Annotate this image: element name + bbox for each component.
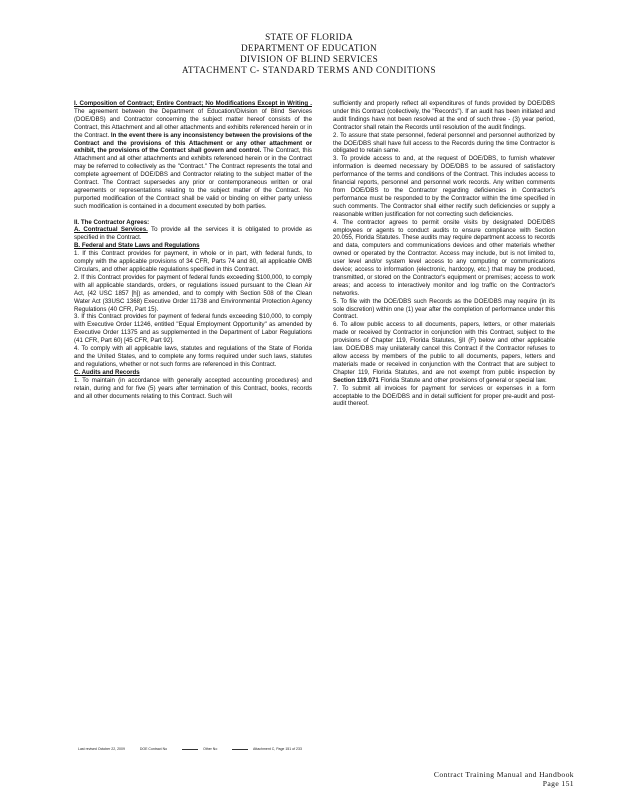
subsection-a-text: To provide all the services it is obligated to provide as specified in the Contract. — [74, 226, 312, 242]
section-2-heading: II. The Contractor Agrees: — [74, 218, 150, 226]
right-column — [333, 100, 555, 408]
subsection-b-item-4: 4. To comply with all applicable laws, statutes and regulations of the State of Florida and the United States, and to complete any forms required under such laws, statutes and regulations, whether or not such forms are referenced in this Contract. — [74, 345, 312, 368]
footer-attachment-page: Attachment C, Page 151 of 233 — [253, 747, 302, 751]
subsection-c-item-4: 4. The contractor agrees to permit onsite visits by designated DOE/DBS employees or agents to conduct audits to ensure compliance with Section 20.055, Florida Statutes. These audits may require department access to records and data, computers and communications devices and other materials whether owned or operated by the Contractor. Access may include, but is not limited to, user level and/or system level access to any computing or communications device; access to information (electronic, hardcopy, etc.) that may be produced, transmitted, or stored on the Contractor's equipment or premises; access to work areas; and access to interactively monitor and log traffic on the Contractor's networks. — [333, 218, 555, 297]
subsection-b-heading: B. Federal and State Laws and Regulations — [74, 242, 200, 250]
subsection-c-item-7: 7. To submit all invoices for payment for services or expenses in a form acceptable to the DOE/DBS and in detail sufficient for proper pre-audit and post-audit thereof. — [333, 384, 555, 408]
footer-contract-no: DOE Contract No — [139, 747, 168, 751]
other-number-blank — [232, 749, 248, 750]
section-1-text: The agreement between the Department of Education/Division of Blind Services (DOE/DBS) and Contractor concerning the subject matter hereof consists of the Contract, this Attachment and all other attachments and exhibits referenced herein or in the Contract. — [74, 107, 312, 139]
header-division: DIVISION OF BLIND SERVICES — [240, 54, 378, 64]
footer-revised-date: Last revised October 22, 2009 — [78, 747, 125, 751]
header-attachment-title: ATTACHMENT C- STANDARD TERMS AND CONDITIONS — [182, 65, 436, 75]
section-1-heading: I. Composition of Contract; Entire Contract; No Modifications Except in Writing . — [74, 100, 312, 107]
statute-reference: Section 119.071 — [333, 376, 379, 384]
subsection-c-item-5: 5. To file with the DOE/DBS such Records as the DOE/DBS may require (in its sole discretion) within one (1) year after the completion of performance under this Contract. — [333, 297, 555, 321]
section-1-paragraph — [74, 100, 312, 211]
section-1-inconsistency: In the event there is any inconsistency between the provisions of the Contract and the provisions of this Attachment or any other attachment or exhibit, the provisions of the Contract shall govern and control. — [74, 131, 312, 155]
contract-number-blank — [182, 749, 198, 750]
footer-other-no: Other No — [203, 747, 218, 751]
left-column — [74, 100, 312, 400]
subsection-c-item-2: 2. To assure that state personnel, federal personnel and personnel authorized by the DOE/DBS shall have full access to the Records during the time Contractor is obligated to retain same. — [333, 131, 555, 155]
subsection-c-item-6-text: 6. To allow public access to all documents, papers, letters, or other materials made or received by Contractor in conjunction with this Contract, subject to the provisions of Chapter 119, Florida Statutes, §II (F) below and other applicable law. DOE/DBS may unilaterally cancel this Contract if the Contractor refuses to allow access by members of the public to all documents, papers, letters and materials made or received in conjunction with the Contract that are subject to Chapter 119, Florida Statutes, and are not exempt from public inspection by — [333, 321, 555, 376]
page-footer-line — [78, 747, 548, 752]
subsection-a-heading: A. Contractual Services. — [74, 226, 148, 234]
subsection-c-item-6 — [333, 321, 555, 384]
handbook-footer — [404, 770, 574, 788]
page-number: Page 151 — [542, 779, 574, 788]
handbook-title: Contract Training Manual and Handbook — [433, 770, 574, 779]
subsection-c-item-1-continued: sufficiently and properly reflect all expenditures of funds provided by DOE/DBS under this Contract (collectively, the "Records"). If an audit has been initiated and audit findings have not been resolved at the end of such three - (3) year period, Contractor shall retain the Records until resolution of the audit findings. — [333, 100, 555, 131]
subsection-b-item-3: 3. If this Contract provides for payment of federal funds exceeding $10,000, to comply with Executive Order 11246, entitled "Equal Employment Opportunity" as amended by Executive Order 11375 and as supplemented in the Department of Labor Regulations (41 CFR, Part 60) [45 CFR, Part 92]. — [74, 313, 312, 345]
subsection-b-item-1: 1. If this Contract provides for payment, in whole or in part, with federal funds, to comply with the applicable provisions of 34 CFR, Parts 74 and 80, all applicable OMB Circulars, and other applicable regulations specified in this Contract. — [74, 250, 312, 274]
header-department: DEPARTMENT OF EDUCATION — [240, 43, 377, 53]
subsection-c-heading: C. Audits and Records — [74, 368, 140, 376]
subsection-a — [74, 226, 312, 242]
header-state: STATE OF FLORIDA — [265, 32, 353, 42]
subsection-c-item-1: 1. To maintain (in accordance with generally accepted accounting procedures) and retain, during and for five (5) years after termination of this Contract, books, records and all other documents relating to this Contract. Such will — [74, 376, 312, 400]
subsection-c-item-6-text-2: Florida Statute and other provisions of general or special law. — [380, 376, 547, 384]
subsection-c-item-3: 3. To provide access to and, at the request of DOE/DBS, to furnish whatever information is deemed necessary by DOE/DBS to be assured of satisfactory performance of the terms and conditions of the Contract. This includes access to financial reports, personnel and personnel work records. Any written comments from DOE/DBS to the Contractor regarding deficiencies in Contractor's performance must be responded to by the Contractor within the time specified in such comments. The Contractor shall either rectify such deficiencies or supply a reasonable written justification for not correcting such deficiencies. — [333, 155, 555, 218]
section-1-text-2: The Contract, this Attachment and all other attachments and exhibits referenced herein or in the Contract may be referred to collectively as the "Contract." The Contract represents the total and complete agreement of DOE/DBS and Contractor relating to the subject matter of the Contract. The Contract supersedes any prior or contemporaneous written or oral agreements or representations relating to the subject matter of the Contract. No purported modification of the Contract shall be valid or binding on either party unless such modification is contained in a document executed by both parties. — [74, 147, 312, 210]
subsection-b-item-2: 2. If this Contract provides for payment of federal funds exceeding $100,000, to comply with all applicable standards, orders, or regulations issued pursuant to the Clean Air Act, (42 USC 1857 [h]) as amended, and to comply with Section 508 of the Clean Water Act (33USC 1368) Executive Order 11738 and Environmental Protection Agency Regulations (40 CFR, Part 15). — [74, 273, 312, 313]
document-header — [0, 32, 618, 76]
